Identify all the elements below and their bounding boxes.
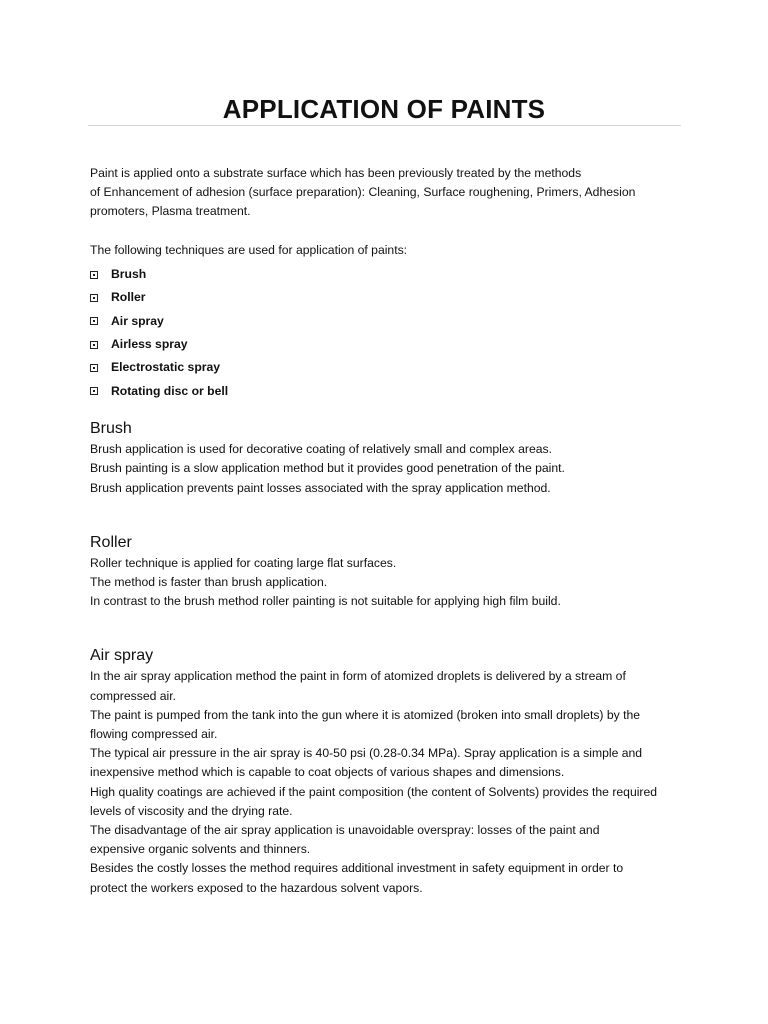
section-line: The typical air pressure in the air spray is 40-50 psi (0.28-0.34 MPa). Spray application is a simple and (90, 746, 643, 761)
section-heading: Air spray (90, 647, 154, 665)
section-line: Roller technique is applied for coating large flat surfaces. (90, 555, 397, 570)
list-item (90, 333, 690, 356)
page-title: APPLICATION OF PAINTS (222, 94, 546, 124)
technique-label: Roller (111, 290, 146, 305)
section-air-spray (90, 645, 690, 897)
intro-line: of Enhancement of adhesion (surface preparation): Cleaning, Surface roughening, Primers, Adhesion (90, 185, 636, 200)
section-line: inexpensive method which is capable to coat objects of various shapes and dimensions. (90, 765, 565, 780)
techniques-lead: The following techniques are used for application of paints: (90, 242, 408, 257)
intro-line: promoters, Plasma treatment. (90, 204, 251, 219)
section-line: The paint is pumped from the tank into the gun where it is atomized (broken into small droplets) by the (90, 707, 641, 722)
square-bullet-icon (90, 364, 98, 372)
technique-label: Air spray (111, 313, 164, 328)
section-line: Brush painting is a slow application method but it provides good penetration of the paint. (90, 461, 565, 476)
section-line: High quality coatings are achieved if the paint composition (the content of Solvents) provides the required (90, 784, 658, 799)
square-bullet-icon (90, 341, 98, 349)
section-line: flowing compressed air. (90, 726, 218, 741)
intro-line: Paint is applied onto a substrate surface which has been previously treated by the methods (90, 166, 582, 180)
title-divider (88, 125, 681, 126)
list-item (90, 356, 690, 379)
list-item (90, 310, 690, 333)
technique-label: Airless spray (111, 337, 188, 352)
list-item (90, 263, 690, 286)
technique-label: Rotating disc or bell (111, 383, 229, 398)
technique-label: Brush (111, 266, 147, 281)
square-bullet-icon (90, 271, 98, 279)
intro-paragraph (90, 164, 690, 222)
section-line: compressed air. (90, 688, 177, 703)
section-line: The disadvantage of the air spray application is unavoidable overspray: losses of the paint and (90, 823, 600, 837)
techniques-list (90, 263, 690, 403)
section-line: In contrast to the brush method roller painting is not suitable for applying high film build. (90, 594, 561, 609)
section-line: expensive organic solvents and thinners. (90, 842, 311, 857)
technique-label: Electrostatic spray (111, 360, 221, 375)
square-bullet-icon (90, 387, 98, 395)
section-brush (90, 418, 690, 498)
section-line: Brush application is used for decorative coating of relatively small and complex areas. (90, 442, 553, 457)
section-heading: Brush (90, 420, 132, 438)
section-line: Brush application prevents paint losses associated with the spray application method. (90, 480, 551, 495)
square-bullet-icon (90, 317, 98, 325)
section-line: The method is faster than brush application. (90, 574, 328, 589)
section-line: In the air spray application method the paint in form of atomized droplets is delivered by a stream of (90, 669, 626, 684)
list-item (90, 286, 690, 309)
section-roller (90, 532, 690, 612)
section-line: Besides the costly losses the method requires additional investment in safety equipment in order to (90, 861, 624, 876)
document-body (90, 164, 690, 898)
list-item (90, 380, 690, 403)
square-bullet-icon (90, 294, 98, 302)
section-line: levels of viscosity and the drying rate. (90, 803, 293, 818)
section-heading: Roller (90, 533, 132, 551)
section-line: protect the workers exposed to the hazardous solvent vapors. (90, 880, 423, 895)
